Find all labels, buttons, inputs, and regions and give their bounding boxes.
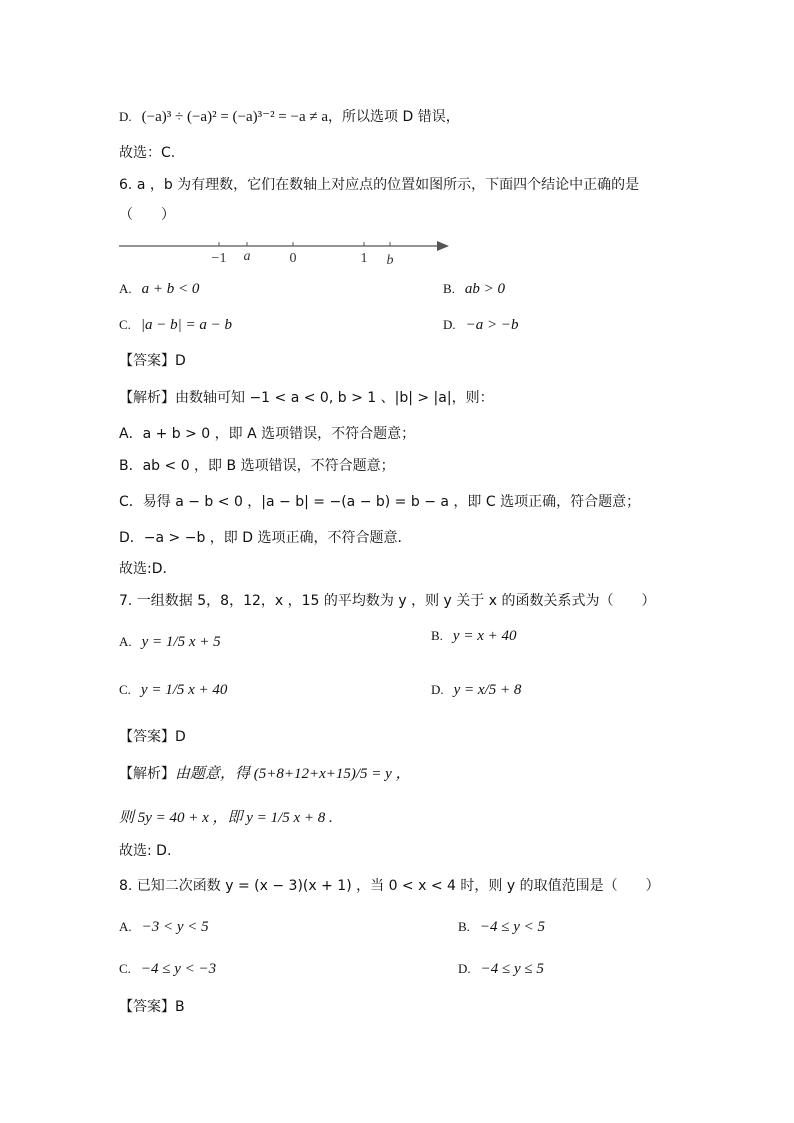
option-math: |a − b| = a − b xyxy=(140,317,233,333)
q7-option-a xyxy=(119,624,221,660)
option-letter: A. xyxy=(119,281,132,296)
question-text: 已知二次函数 y = (x − 3)(x + 1) ，当 0 < x < 4 时，则 y 的取值范围是（ ） xyxy=(136,878,660,894)
question-number: 7. xyxy=(119,593,133,609)
option-math: −4 ≤ y < −3 xyxy=(140,961,217,977)
axis-arrow xyxy=(437,241,449,251)
question-text: 一组数据 5，8，12，x ，15 的平均数为 y ，则 y 关于 x 的函数关系式为（ ） xyxy=(136,593,656,609)
q6-stem xyxy=(119,174,639,196)
option-math: a + b < 0 xyxy=(141,281,200,297)
q7-stem xyxy=(119,590,655,612)
tick-label-minus-one: −1 xyxy=(211,251,227,266)
q7-option-b xyxy=(431,624,516,648)
option-letter: D. xyxy=(119,109,132,124)
option-math: −4 ≤ y < 5 xyxy=(479,919,546,935)
option-letter: B. xyxy=(458,919,470,934)
tick-label-a: a xyxy=(243,249,251,264)
prev-d-line xyxy=(119,106,460,128)
question-number: 8. xyxy=(119,878,133,894)
q6-analysis xyxy=(119,387,494,409)
q6-choose: 故选:D． xyxy=(119,561,177,577)
option-letter: C. xyxy=(119,682,131,697)
option-math: y = x + 40 xyxy=(452,628,517,644)
tick-label-zero: 0 xyxy=(289,251,297,266)
q6-answer: 【答案】D xyxy=(119,353,186,369)
tick-label-one: 1 xyxy=(360,251,368,266)
option-letter: C. xyxy=(119,961,131,976)
question-text: a ，b 为有理数，它们在数轴上对应点的位置如图所示，下面四个结论中正确的是 xyxy=(136,177,640,193)
q6-analysis-line-c: C．易得 a − b < 0 ，|a − b| = −(a − b) = b − a ，即 C 选项正确，符合题意； xyxy=(119,494,641,510)
q8-option-d xyxy=(458,958,544,980)
q8-option-c xyxy=(119,958,216,980)
q6-option-a xyxy=(119,278,199,300)
q7-answer: 【答案】D xyxy=(119,729,186,745)
analysis-text: 则 5y = 40 + x ，即 y = 1/5 x + 8 . xyxy=(119,810,333,826)
analysis-text: 由题意，得 (5+8+12+x+15)/5 = y ， xyxy=(175,766,411,782)
option-math: y = x/5 + 8 xyxy=(453,682,522,698)
question-number: 6. xyxy=(119,177,133,193)
q7-option-c xyxy=(119,672,227,708)
option-math: −3 < y < 5 xyxy=(141,919,209,935)
option-letter: D. xyxy=(431,682,444,697)
q6-analysis-line-a: A．a + b > 0 ，即 A 选项错误，不符合题意； xyxy=(119,426,416,442)
analysis-label: 【解析】 xyxy=(119,766,175,782)
q6-paren: （ ） xyxy=(119,207,175,223)
statement-text: ，所以选项 D 错误， xyxy=(328,109,460,125)
analysis-text: 由数轴可知 −1 < a < 0, b > 1 、|b| > |a|，则： xyxy=(175,390,494,406)
option-math: −a > −b xyxy=(465,317,519,333)
analysis-label: 【解析】 xyxy=(119,390,175,406)
option-letter: A. xyxy=(119,919,132,934)
q6-option-c xyxy=(119,314,232,336)
option-math: y = 1/5 x + 5 xyxy=(141,634,221,650)
q7-analysis-line2 xyxy=(119,800,333,836)
option-math: y = 1/5 x + 40 xyxy=(140,682,228,698)
option-letter: B. xyxy=(443,281,455,296)
option-letter: C. xyxy=(119,317,131,332)
q7-analysis xyxy=(119,756,411,792)
option-letter: A. xyxy=(119,634,132,649)
q6-analysis-line-d: D．−a > −b ，即 D 选项正确，不符合题意． xyxy=(119,530,412,546)
option-math: ab > 0 xyxy=(464,281,506,297)
q7-choose: 故选: D. xyxy=(119,843,172,859)
q6-option-d xyxy=(443,314,519,336)
tick-label-b: b xyxy=(386,253,394,268)
number-line-figure xyxy=(119,232,459,268)
prev-choose-line: 故选：C. xyxy=(119,145,176,161)
q6-analysis-line-b: B．ab < 0 ，即 B 选项错误，不符合题意； xyxy=(119,458,395,474)
math-expression: (−a)³ ÷ (−a)² = (−a)³⁻² = −a ≠ a xyxy=(141,109,329,125)
q8-option-a xyxy=(119,916,209,938)
q6-option-b xyxy=(443,278,505,300)
option-letter: D. xyxy=(458,961,471,976)
option-letter: D. xyxy=(443,317,456,332)
option-math: −4 ≤ y ≤ 5 xyxy=(480,961,544,977)
option-letter: B. xyxy=(431,628,443,643)
q7-option-d xyxy=(431,672,521,708)
q8-stem xyxy=(119,875,660,897)
q8-answer: 【答案】B xyxy=(119,999,185,1015)
q8-option-b xyxy=(458,916,545,938)
